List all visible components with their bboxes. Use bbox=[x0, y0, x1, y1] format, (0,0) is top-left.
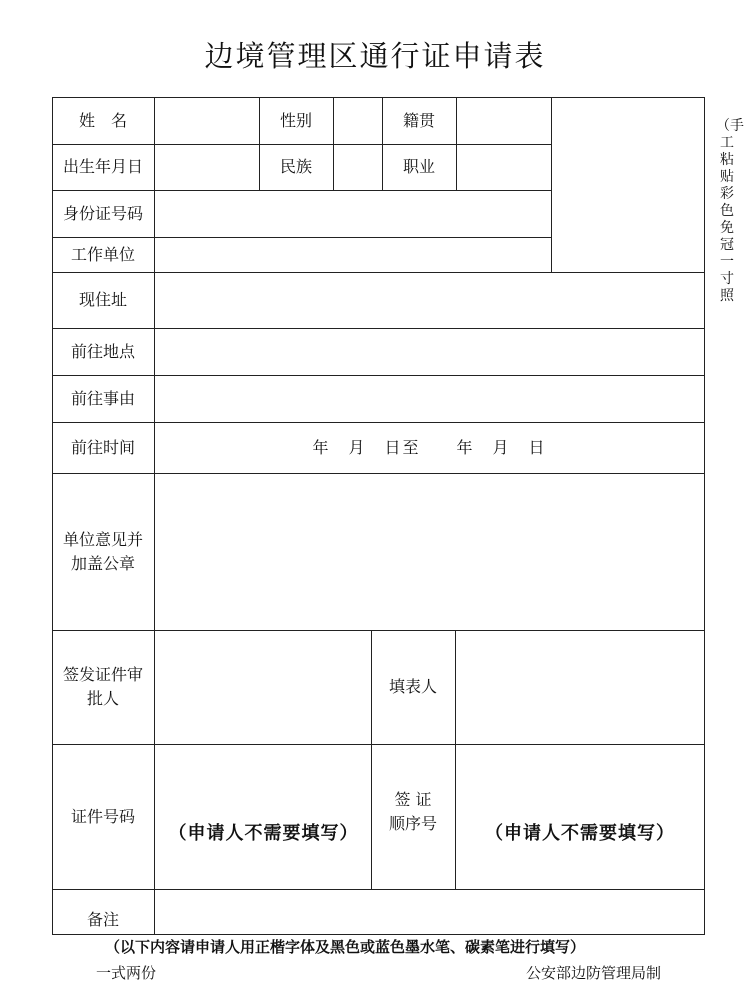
fill-instruction: （以下内容请申请人用正楷字体及黑色或蓝色墨水笔、碳素笔进行填写） bbox=[105, 938, 586, 956]
remarks-field[interactable] bbox=[156, 889, 703, 933]
purpose-label: 前往事由 bbox=[70, 388, 135, 408]
column-divider bbox=[333, 97, 334, 190]
birth-label: 出生年月日 bbox=[62, 157, 143, 176]
name-label: 姓 名 bbox=[78, 110, 127, 130]
issuer-note: 公安部边防管理局制 bbox=[526, 964, 662, 982]
destination-label: 前往地点 bbox=[70, 341, 135, 361]
gender-label: 性别 bbox=[279, 110, 312, 130]
visa-sequence-note: （申请人不需要填写） bbox=[485, 822, 675, 844]
id-number-field[interactable] bbox=[156, 190, 551, 237]
column-divider bbox=[456, 97, 457, 190]
occupation-field[interactable] bbox=[458, 144, 551, 190]
photo-instruction: （手工粘贴彩色免冠一寸照 bbox=[716, 118, 744, 304]
travel-time-label: 前往时间 bbox=[70, 437, 135, 457]
origin-label: 籍贯 bbox=[402, 110, 435, 130]
occupation-label: 职业 bbox=[402, 157, 435, 176]
gender-field[interactable] bbox=[335, 97, 382, 144]
unit-opinion-label: 单位意见并加盖公章 bbox=[62, 529, 143, 573]
remarks-label: 备注 bbox=[86, 910, 119, 929]
approver-label: 签发证件审批人 bbox=[62, 665, 143, 708]
address-label: 现住址 bbox=[78, 290, 127, 309]
column-divider bbox=[154, 97, 155, 935]
unit-opinion-field[interactable] bbox=[156, 473, 703, 630]
purpose-field[interactable] bbox=[156, 375, 703, 422]
birth-field[interactable] bbox=[156, 144, 259, 190]
destination-field[interactable] bbox=[156, 328, 703, 375]
certificate-number-label: 证件号码 bbox=[70, 806, 135, 826]
address-field[interactable] bbox=[156, 272, 703, 328]
photo-column-divider bbox=[551, 97, 552, 272]
copies-note: 一式两份 bbox=[96, 964, 157, 982]
form-title: 边境管理区通行证申请表 bbox=[204, 39, 546, 73]
approver-field[interactable] bbox=[156, 630, 371, 744]
form-filler-field[interactable] bbox=[457, 630, 703, 744]
name-field[interactable] bbox=[156, 97, 259, 144]
application-form-table bbox=[52, 97, 705, 935]
ethnicity-label: 民族 bbox=[279, 157, 312, 176]
travel-time-field[interactable]: 年 月 日至 年 月 日 bbox=[312, 437, 547, 457]
ethnicity-field[interactable] bbox=[335, 144, 382, 190]
employer-field[interactable] bbox=[156, 237, 551, 272]
certificate-number-note: （申请人不需要填写） bbox=[168, 822, 359, 844]
origin-field[interactable] bbox=[458, 97, 551, 144]
visa-sequence-label: 签 证 顺序号 bbox=[388, 789, 437, 833]
form-filler-label: 填表人 bbox=[388, 677, 437, 696]
column-divider bbox=[455, 630, 456, 889]
photo-box[interactable] bbox=[553, 99, 703, 272]
id-number-label: 身份证号码 bbox=[62, 203, 143, 223]
employer-label: 工作单位 bbox=[70, 244, 135, 264]
